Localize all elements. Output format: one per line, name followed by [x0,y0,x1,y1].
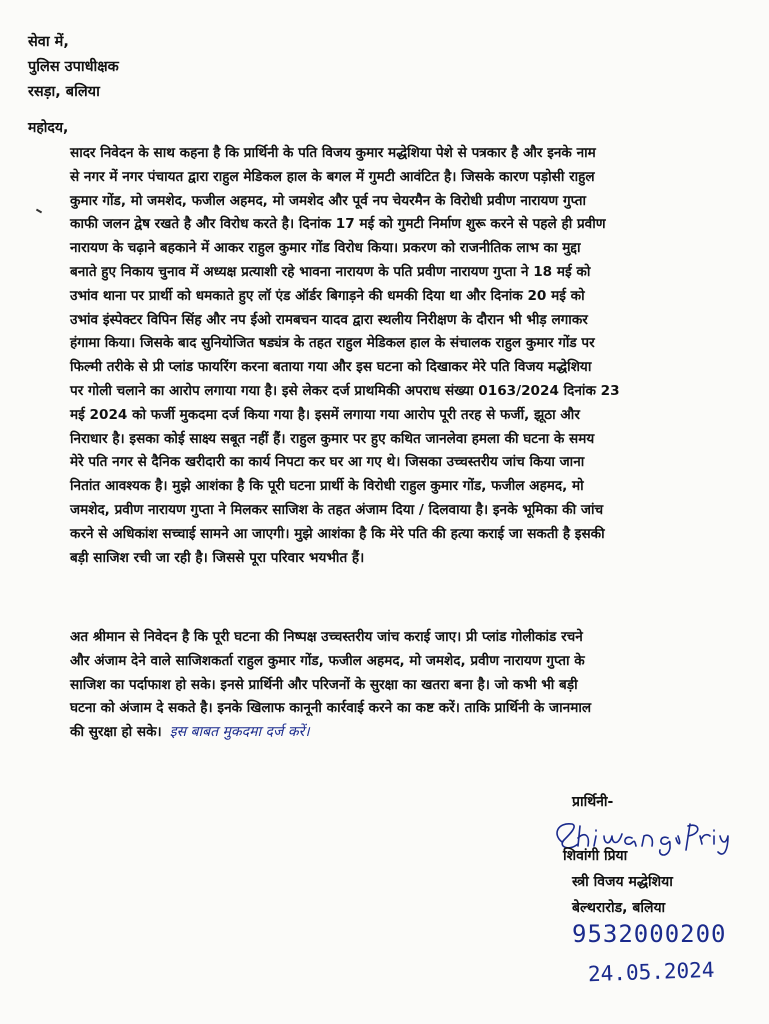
applicant-husband: स्त्री विजय मद्धेशिया [572,874,673,890]
body-line: फिल्मी तरीके से प्री प्लांड फायरिंग करना बताया गया और इस घटना को दिखाकर मेरे पति विजय मद्धेशिया [70,359,592,376]
request-line: अत श्रीमान से निवेदन है कि पूरी घटना की निष्पक्ष उच्चस्तरीय जांच कराई जाए। प्री प्लांड गोलीकांड रचने [70,629,583,645]
body-line: मेरे पति नगर से दैनिक खरीदारी का कार्य निपटा कर घर आ गए थे। जिसका उच्चस्तरीय जांच किया जाना [70,454,585,471]
salutation: महोदय, [28,120,69,136]
handwritten-date: 24.05.2024 [587,957,715,987]
request-paragraph [70,626,591,745]
handwritten-endorsement: इस बाबत मुकदमा दर्ज करें। [169,724,310,741]
body-line: पर गोली चलाने का आरोप लगाया गया है। इसे लेकर दर्ज प्राथमिकी अपराध संख्या 0163/2024 दिनांक 23 [70,382,620,399]
address-line-3: रसड़ा, बलिया [28,84,100,100]
request-line-text: की सुरक्षा हो सके। [70,724,162,741]
request-line: और अंजाम देने वाले साजिशकर्ता राहुल कुमार गोंड, फजील अहमद, मो जमशेद, प्रवीण नारायण गुप्ता के [70,652,585,669]
address-line-1: सेवा में, [28,34,69,50]
body-line: सादर निवेदन के साथ कहना है कि प्रार्थिनी के पति विजय कुमार मद्धेशिया पेशे से पत्रकार है और इनके नाम [70,145,596,161]
request-last-line [70,721,591,745]
body-line: नितांत आवश्यक है। मुझे आशंका है कि पूरी घटना प्रार्थी के विरोधी राहुल कुमार गोंड, फजील अहमद, मो [70,478,584,495]
body-paragraph [70,142,620,570]
handwritten-phone: 9532000200 [572,920,727,948]
body-line: जमशेद, प्रवीण नारायण गुप्ता ने मिलकर साजिश के तहत अंजाम दिया / दिलवाया है। इनके भूमिका की जांच [70,501,604,518]
request-line: घटना को अंजाम दे सकते है। इनके खिलाफ कानूनी कार्रवाई करने का कष्ट करें। ताकि प्रार्थिनी के जानमाल [70,700,592,717]
applicant-label: प्रार्थिनी- [572,794,614,810]
body-line: उभांव इंस्पेक्टर विपिन सिंह और नप ईओ रामबचन यादव द्वारा स्थलीय निरीक्षण के दौरान भी भीड़ लगाकर [70,311,588,328]
body-line: बनाते हुए निकाय चुनाव में अध्यक्ष प्रत्याशी रहे भावना नारायण के पति प्रवीण नारायण गुप्ता ने 18 मई को [70,263,591,280]
body-line: निराधार है। इसका कोई साक्ष्य सबूत नहीं हैं। राहुल कुमार पर हुए कथित जानलेवा हमला की घटना के समय [70,430,595,447]
body-line: काफी जलन द्वेष रखते है और विरोध करते है। दिनांक 17 मई को गुमटी निर्माण शुरू करने से पहले ही प्रवीण [70,216,606,233]
body-line: से नगर में नगर पंचायत द्वारा राहुल मेडिकल हाल के बगल में गुमटी आवंटित है। जिसके कारण पड़ोसी राहुल [70,168,595,185]
body-line: बड़ी साजिश रची जा रही है। जिससे पूरा परिवार भयभीत हैं। [70,549,365,566]
request-line: साजिश का पर्दाफाश हो सके। इनसे प्रार्थिनी और परिजनों के सुरक्षा का खतरा बना है। जो कभी भी बड़ी [70,676,578,693]
address-line-2: पुलिस उपाधीक्षक [28,59,119,75]
body-line: कुमार गोंड, मो जमशेद, फजील अहमद, मो जमशेद और पूर्व नप चेयरमैन के विरोधी प्रवीण नारायण गुप्ता [70,192,587,209]
body-line: हंगामा किया। जिसके बाद सुनियोजित षड्यंत्र के तहत राहुल मेडिकल हाल के संचालक राहुल कुमार गोंड पर [70,335,595,352]
applicant-address: बेल्थरारोड, बलिया [572,900,666,916]
applicant-name: शिवांगी प्रिया [563,848,628,864]
body-line: उभांव थाना पर प्रार्थी को धमकाते हुए लॉ एंड ऑर्डर बिगाड़ने की धमकी दिया था और दिनांक 20 मई को [70,287,585,304]
body-line: करने से अधिकांश सच्चाई सामने आ जाएगी। मुझे आशंका है कि मेरे पति की हत्या कराई जा सकती है इसकी [70,525,605,542]
recipient-address [28,30,119,105]
body-line: नारायण के चढ़ाने बहकाने में आकर राहुल कुमार गोंड विरोध किया। प्रकरण को राजनीतिक लाभ का मुद्दा [70,240,581,257]
stray-pen-mark [36,209,42,214]
body-line: मई 2024 को फर्जी मुकदमा दर्ज किया गया है। इसमें लगाया गया आरोप पूरी तरह से फर्जी, झूठा और [70,406,580,423]
